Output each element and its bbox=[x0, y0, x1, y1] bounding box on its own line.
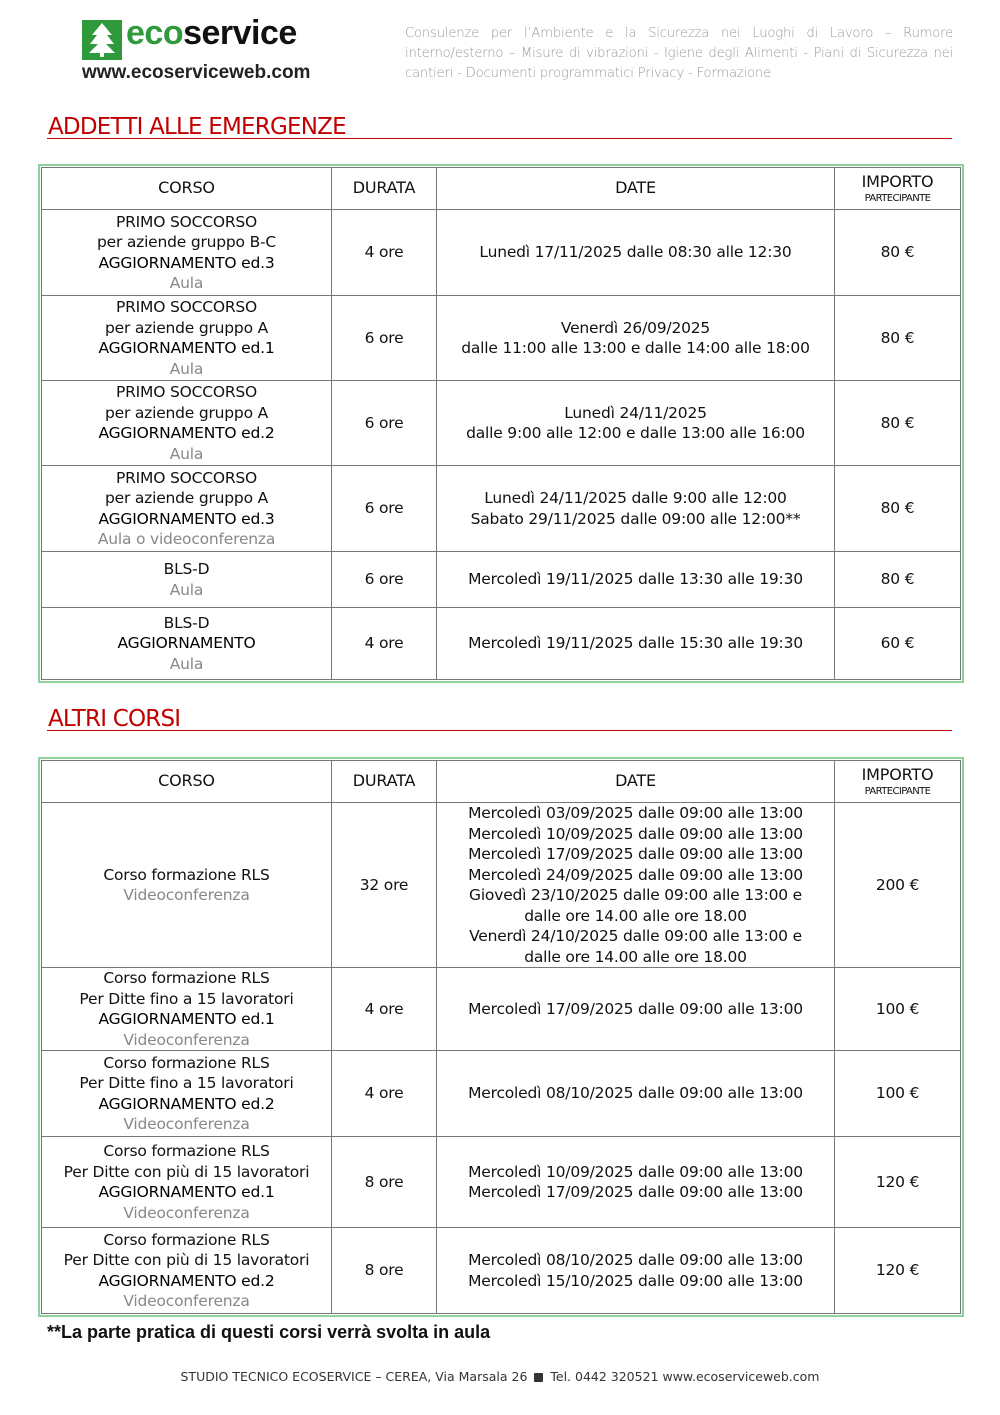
company-logo bbox=[80, 14, 340, 84]
table-row bbox=[42, 968, 961, 1051]
table-row bbox=[42, 210, 961, 296]
course-name-line: PRIMO SOCCORSO bbox=[115, 298, 258, 316]
duration-cell: 4 ore bbox=[332, 1051, 437, 1137]
course-cell bbox=[42, 1137, 332, 1228]
table-row bbox=[42, 1137, 961, 1228]
price-cell: 120 € bbox=[835, 1228, 961, 1314]
course-cell bbox=[42, 1228, 332, 1314]
company-tagline: Consulenze per l’Ambiente e la Sicurezza nei Luoghi di Lavoro – Rumore interno/esterno – Misure di vibrazioni - Igiene degli Alimenti - Piani di Sicurezza nei cantieri - Documenti programmatici Privacy - Formazione bbox=[405, 26, 953, 81]
price-cell: 80 € bbox=[835, 210, 961, 296]
course-update-label: AGGIORNAMENTO ed.3 bbox=[98, 509, 275, 528]
date-line: Mercoledì 19/11/2025 dalle 15:30 alle 19:30 bbox=[468, 634, 803, 653]
course-update-label: AGGIORNAMENTO ed.2 bbox=[98, 424, 275, 442]
date-line: Venerdì 26/09/2025 bbox=[560, 318, 711, 337]
price-cell: 80 € bbox=[835, 552, 961, 608]
header-durata: DURATA bbox=[332, 761, 437, 803]
course-name-line: per aziende gruppo A bbox=[104, 403, 268, 422]
emergenze-table bbox=[41, 167, 961, 680]
course-update-label: AGGIORNAMENTO ed.2 bbox=[98, 1094, 275, 1113]
logo-url: www.ecoserviceweb.com bbox=[82, 62, 311, 83]
duration-cell: 8 ore bbox=[332, 1228, 437, 1314]
course-name-line: Corso formazione RLS bbox=[103, 1053, 270, 1072]
phone-icon bbox=[534, 1373, 543, 1382]
course-update-label: AGGIORNAMENTO bbox=[117, 634, 256, 653]
logo-wordmark: ecoservice bbox=[126, 14, 297, 52]
dates-cell bbox=[437, 968, 835, 1051]
course-update-label: AGGIORNAMENTO ed.1 bbox=[98, 1183, 275, 1201]
emergenze-table-frame bbox=[38, 164, 964, 683]
course-cell bbox=[42, 210, 332, 296]
course-cell bbox=[42, 381, 332, 466]
dates-cell bbox=[437, 381, 835, 466]
date-line: Mercoledì 10/09/2025 dalle 09:00 alle 13:00 bbox=[468, 1162, 803, 1181]
duration-cell: 4 ore bbox=[332, 210, 437, 296]
date-line: Mercoledì 24/09/2025 dalle 09:00 alle 13:00 bbox=[468, 865, 803, 884]
course-name-line: Per Ditte con più di 15 lavoratori bbox=[63, 1251, 310, 1269]
course-cell bbox=[42, 296, 332, 381]
date-line: Lunedì 24/11/2025 dalle 9:00 alle 12:00 bbox=[484, 489, 787, 507]
course-cell bbox=[42, 803, 332, 968]
duration-cell: 6 ore bbox=[332, 296, 437, 381]
date-line: dalle ore 14.00 alle ore 18.00 bbox=[524, 906, 747, 925]
page-footer bbox=[0, 1369, 1000, 1384]
date-line: Mercoledì 08/10/2025 dalle 09:00 alle 13:00 bbox=[468, 1084, 803, 1103]
table-row bbox=[42, 1228, 961, 1314]
dates-cell bbox=[437, 466, 835, 552]
course-cell bbox=[42, 466, 332, 552]
duration-cell: 6 ore bbox=[332, 466, 437, 552]
course-mode: Aula bbox=[169, 359, 204, 378]
price-cell: 80 € bbox=[835, 466, 961, 552]
course-update-label: AGGIORNAMENTO ed.1 bbox=[98, 1010, 275, 1028]
price-cell: 80 € bbox=[835, 381, 961, 466]
section-title-emergenze: ADDETTI ALLE EMERGENZE bbox=[47, 108, 952, 139]
price-cell: 200 € bbox=[835, 803, 961, 968]
date-line: Mercoledì 19/11/2025 dalle 13:30 alle 19:30 bbox=[468, 570, 803, 589]
date-line: Mercoledì 10/09/2025 dalle 09:00 alle 13:00 bbox=[468, 824, 803, 843]
altri-corsi-table bbox=[41, 760, 961, 1314]
date-line: dalle 11:00 alle 13:00 e dalle 14:00 alle 18:00 bbox=[461, 339, 810, 357]
course-mode: Videoconferenza bbox=[123, 1030, 250, 1049]
table-row bbox=[42, 1051, 961, 1137]
course-mode: Videoconferenza bbox=[123, 1115, 250, 1133]
dates-cell bbox=[437, 803, 835, 968]
price-cell: 100 € bbox=[835, 1051, 961, 1137]
page-header bbox=[0, 0, 1000, 100]
table-row bbox=[42, 466, 961, 552]
date-line: Mercoledì 08/10/2025 dalle 09:00 alle 13:00 bbox=[468, 1251, 803, 1269]
course-mode: Aula o videoconferenza bbox=[97, 530, 276, 548]
date-line: Mercoledì 17/09/2025 dalle 09:00 alle 13:00 bbox=[468, 1183, 803, 1201]
dates-cell bbox=[437, 1228, 835, 1314]
course-cell bbox=[42, 552, 332, 608]
header-durata: DURATA bbox=[332, 168, 437, 210]
footer-address: STUDIO TECNICO ECOSERVICE – CEREA, Via Marsala 26 bbox=[180, 1369, 528, 1384]
date-line: Mercoledì 15/10/2025 dalle 09:00 alle 13:00 bbox=[468, 1271, 803, 1290]
header-importo: IMPORTO PARTECIPANTE bbox=[835, 168, 961, 210]
dates-cell bbox=[437, 608, 835, 680]
header-importo: IMPORTO PARTECIPANTE bbox=[835, 761, 961, 803]
duration-cell: 6 ore bbox=[332, 552, 437, 608]
course-name-line: BLS-D bbox=[163, 560, 210, 578]
course-mode: Aula bbox=[169, 444, 204, 463]
tree-icon bbox=[82, 20, 122, 60]
duration-cell: 4 ore bbox=[332, 608, 437, 680]
course-update-label: AGGIORNAMENTO ed.3 bbox=[98, 253, 275, 272]
price-cell: 80 € bbox=[835, 296, 961, 381]
dates-cell bbox=[437, 210, 835, 296]
course-cell bbox=[42, 1051, 332, 1137]
price-cell: 100 € bbox=[835, 968, 961, 1051]
date-line: Venerdì 24/10/2025 dalle 09:00 alle 13:00 e bbox=[469, 927, 802, 945]
date-line: Sabato 29/11/2025 dalle 09:00 alle 12:00** bbox=[470, 509, 801, 528]
course-name-line: PRIMO SOCCORSO bbox=[115, 383, 258, 401]
duration-cell: 8 ore bbox=[332, 1137, 437, 1228]
course-mode: Videoconferenza bbox=[123, 1203, 250, 1222]
header-corso: CORSO bbox=[42, 761, 332, 803]
date-line: Mercoledì 17/09/2025 dalle 09:00 alle 13:00 bbox=[468, 845, 803, 863]
table-row bbox=[42, 803, 961, 968]
dates-cell bbox=[437, 1137, 835, 1228]
course-name-line: PRIMO SOCCORSO bbox=[115, 212, 258, 231]
course-mode: Aula bbox=[169, 274, 204, 292]
date-line: Lunedì 24/11/2025 bbox=[564, 403, 707, 422]
course-name-line: per aziende gruppo A bbox=[104, 489, 268, 507]
course-name-line: PRIMO SOCCORSO bbox=[115, 468, 258, 487]
table-row bbox=[42, 552, 961, 608]
date-line: Lunedì 17/11/2025 dalle 08:30 alle 12:30 bbox=[479, 243, 792, 262]
altri-corsi-table-frame bbox=[38, 757, 964, 1317]
duration-cell: 4 ore bbox=[332, 968, 437, 1051]
dates-cell bbox=[437, 296, 835, 381]
course-mode: Aula bbox=[169, 654, 204, 673]
footnote: **La parte pratica di questi corsi verrà svolta in aula bbox=[47, 1322, 491, 1342]
dates-cell bbox=[437, 552, 835, 608]
course-name-line: BLS-D bbox=[163, 613, 210, 632]
course-name-line: Per Ditte fino a 15 lavoratori bbox=[79, 989, 294, 1008]
table-row bbox=[42, 608, 961, 680]
price-cell: 60 € bbox=[835, 608, 961, 680]
dates-cell bbox=[437, 1051, 835, 1137]
course-cell bbox=[42, 608, 332, 680]
duration-cell: 6 ore bbox=[332, 381, 437, 466]
course-mode: Videoconferenza bbox=[123, 1292, 250, 1310]
course-cell bbox=[42, 968, 332, 1051]
course-name-line: per aziende gruppo B-C bbox=[96, 233, 277, 251]
duration-cell: 32 ore bbox=[332, 803, 437, 968]
course-name-line: Corso formazione RLS bbox=[103, 1230, 270, 1249]
header-date: DATE bbox=[437, 168, 835, 210]
header-corso: CORSO bbox=[42, 168, 332, 210]
course-mode: Aula bbox=[169, 580, 204, 599]
date-line: Giovedì 23/10/2025 dalle 09:00 alle 13:00 e bbox=[469, 886, 802, 904]
date-line: Mercoledì 17/09/2025 dalle 09:00 alle 13:00 bbox=[468, 999, 803, 1018]
header-date: DATE bbox=[437, 761, 835, 803]
course-name-line: Corso formazione RLS bbox=[103, 969, 270, 987]
course-update-label: AGGIORNAMENTO ed.1 bbox=[98, 339, 275, 357]
price-cell: 120 € bbox=[835, 1137, 961, 1228]
course-name-line: Corso formazione RLS bbox=[103, 865, 270, 884]
table-row bbox=[42, 381, 961, 466]
footer-contacts: Tel. 0442 320521 www.ecoserviceweb.com bbox=[550, 1369, 820, 1384]
date-line: dalle 9:00 alle 12:00 e dalle 13:00 alle 16:00 bbox=[466, 424, 805, 442]
course-update-label: AGGIORNAMENTO ed.2 bbox=[98, 1271, 275, 1290]
course-name-line: per aziende gruppo A bbox=[104, 318, 268, 337]
table-row bbox=[42, 296, 961, 381]
course-name-line: Corso formazione RLS bbox=[103, 1142, 270, 1160]
course-name-line: Per Ditte con più di 15 lavoratori bbox=[63, 1162, 310, 1181]
course-name-line: Per Ditte fino a 15 lavoratori bbox=[79, 1074, 294, 1092]
date-line: Mercoledì 03/09/2025 dalle 09:00 alle 13:00 bbox=[468, 804, 803, 822]
course-mode: Videoconferenza bbox=[123, 886, 250, 904]
date-line: dalle ore 14.00 alle ore 18.00 bbox=[524, 947, 747, 966]
section-title-altri-corsi: ALTRI CORSI bbox=[47, 700, 952, 731]
